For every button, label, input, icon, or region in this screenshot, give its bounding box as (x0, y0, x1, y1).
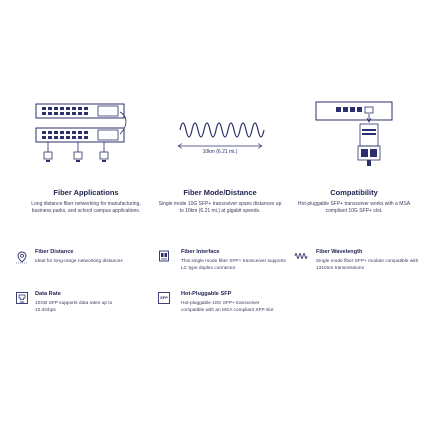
map-pin-icon (15, 250, 29, 264)
feature-desc-fiber-interface: This single mode fiber SFP+ transceiver supports LC type duplex connector (181, 259, 286, 271)
feature-title-fiber-interface: Fiber Interface (181, 249, 220, 255)
sfp-slot-illustration (310, 100, 400, 175)
column-desc-mode-distance: Single mode 10G SFP+ transceiver spans distances up to 10km (6.21 mi.) at gigabit speeds. (158, 201, 282, 214)
feature-desc-hot-pluggable: Hot-pluggable 10G SFP+ transceiver compatible with an MSA compliant SFP slot (181, 301, 274, 313)
feature-desc-fiber-wavelength: Single mode fiber SFP+ module compatible with 1310nm transmissions (316, 259, 419, 271)
column-title-applications: Fiber Applications (53, 188, 119, 197)
column-title-mode-distance: Fiber Mode/Distance (183, 188, 257, 197)
switches-illustration (32, 100, 132, 170)
feature-desc-data-rate: 10GB SFP supports data rates up to 10.3Gbps (35, 301, 113, 313)
wave-icon (294, 249, 308, 263)
feature-desc-fiber-distance: Ideal for long-range networking distances (35, 259, 123, 264)
column-desc-applications: Long distance fiber networking for manufacturing, business parks, and school campus applications. (31, 201, 141, 214)
feature-title-fiber-wavelength: Fiber Wavelength (316, 249, 363, 255)
column-desc-compatibility: Hot-pluggable SFP+ transceiver works with a MSA compliant 10G SFP+ slot. (297, 201, 411, 214)
sfp-module-icon (157, 249, 171, 263)
feature-title-data-rate: Data Rate (35, 291, 61, 297)
feature-title-fiber-distance: Fiber Distance (35, 249, 74, 255)
feature-title-hot-pluggable: Hot-Pluggable SFP (181, 291, 232, 297)
sfp-icon-label: SFP (160, 295, 168, 300)
data-rate-icon-label: 10G (19, 301, 25, 304)
distance-label: 10km (6.21 mi.) (202, 149, 238, 155)
column-title-compatibility: Compatibility (330, 188, 378, 197)
